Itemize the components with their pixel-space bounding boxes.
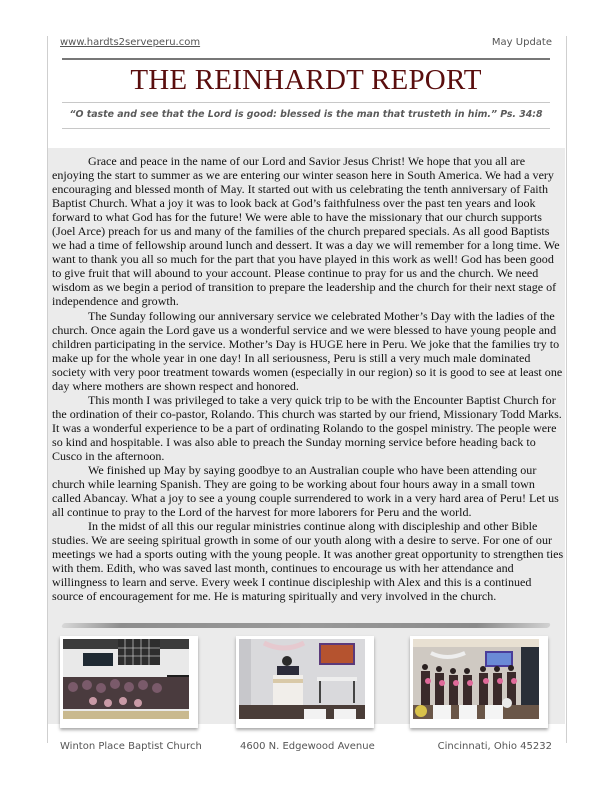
scripture-verse: “O taste and see that the Lord is good: blessed is the man that trusteth in him.” Ps. 34:8 xyxy=(69,109,543,120)
article-paragraph: Grace and peace in the name of our Lord and Savior Jesus Christ! We hope that you all are enjoying the start to summer as we are entering our winter season here in South America. We had a very encouraging and blessed month of May. It started out with us celebrating the tenth anniversary of Faith Baptist Church. What a joy it was to look back at God’s faithfulness over the past ten years and look forward to what God has for the future! We were able to have the missionary that our church supports (Joel Arce) preach for us and many of the families of the church prepared specials. As all good Baptists we had a time of fellowship around lunch and dessert. It was a day we will remember for a long time. We want to thank you all so much for the part that you have played in this work as well! God has been good to give fruit that will abound to your account. Please continue to pray for us and the church. We need wisdom as we begin a period of transition to prepare the leadership and the church for their next stage of independence and growth. xyxy=(52,154,560,309)
footer-church-name: Winton Place Baptist Church xyxy=(60,741,202,752)
photo-image xyxy=(239,639,371,725)
verse-divider xyxy=(62,128,550,129)
title-divider xyxy=(62,102,550,103)
photo-image xyxy=(413,639,545,725)
mothers-day-ladies-photo xyxy=(410,636,548,728)
church-group-photo xyxy=(60,636,198,728)
brush-divider xyxy=(61,623,551,628)
footer-address: 4600 N. Edgewood Avenue xyxy=(240,741,375,752)
website-link[interactable]: www.hardts2serveperu.com xyxy=(60,37,201,48)
footer-city: Cincinnati, Ohio 45232 xyxy=(437,741,552,752)
preacher-at-pulpit-photo xyxy=(236,636,374,728)
article-paragraph: The Sunday following our anniversary service we celebrated Mother’s Day with the ladies of the church. Once again the Lord gave us a wonderful service and we were blessed to have young people and children participating in the service. Mother’s Day is HUGE here in Peru. We joke that the families try to make up for the whole year in one day! In all seriousness, Peru is still a very much male dominated society with very poor treatment towards women (especially in our region) so it is good to see at least one day where mothers are shown respect and honored. xyxy=(52,308,563,393)
article-paragraph: This month I was privileged to take a very quick trip to be with the Encounter Baptist Church for the ordination of their co-pastor, Rolando. This church was started by our friend, Missionary Todd Marks. It was a wonderful experience to be a part of ordinating Rolando to the gospel ministry. The people were so kind and hospitable. I was also able to preach the Sunday morning service before heading back to Cusco in the afternoon. xyxy=(52,392,562,463)
article-body xyxy=(52,154,564,604)
article-paragraph: We finished up May by saying goodbye to an Australian couple who have been attending our church while learning Spanish. They are going to be working about four hours away in a small town called Abancay. What a joy to see a young couple surrendered to work in a very hard area of Peru! Let us all continue to pray to the Lord of the harvest for more laborers for Peru and the world. xyxy=(52,463,559,520)
issue-label: May Update xyxy=(491,37,552,48)
article-paragraph: In the midst of all this our regular ministries continue along with discipleship and other Bible studies. We are seeing spiritual growth in some of our youth along with a desire to serve. For one of our meetings we had a sports outing with the young people. It was another great opportunity to strengthen ties with them. Edith, who was saved last month, continues to encourage us with her attendance and willingness to learn and serve. Every week I continue discipleship with Alex and this is a continued source of encouragement for me. He is maturing spiritually and very involved in the church. xyxy=(52,519,564,604)
newsletter-title: THE REINHARDT REPORT xyxy=(130,64,482,96)
header-rule xyxy=(62,58,550,60)
photo-image xyxy=(63,639,195,725)
